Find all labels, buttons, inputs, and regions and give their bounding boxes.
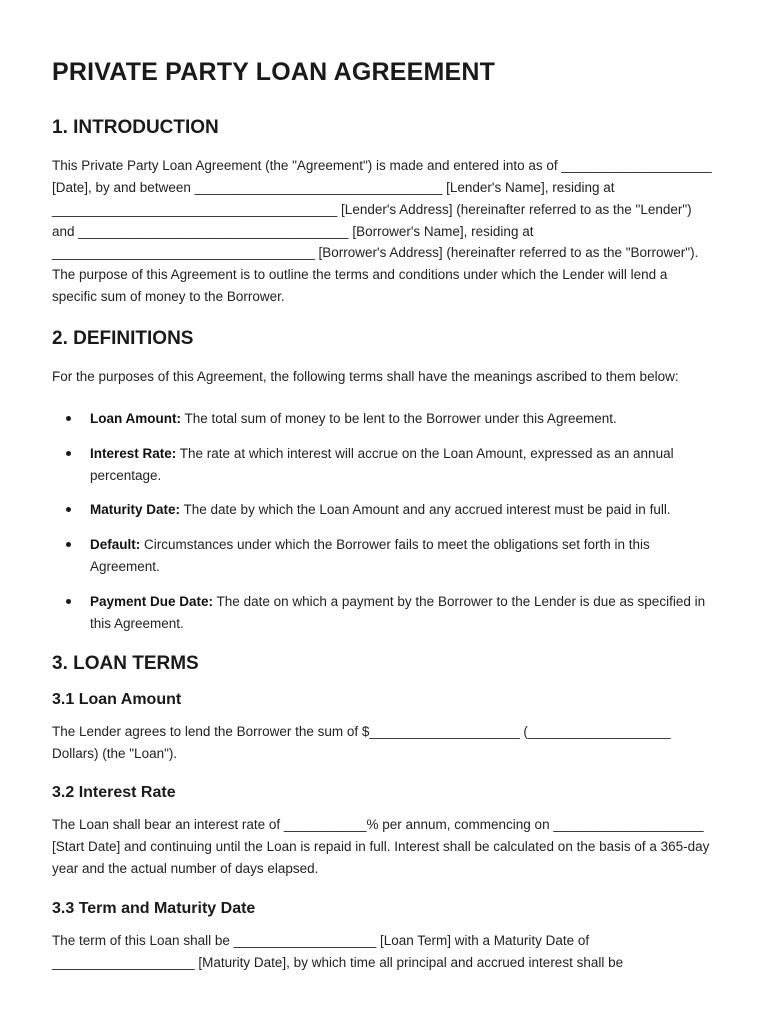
definition-term: Default: xyxy=(90,537,141,553)
subsection-loan-amount xyxy=(52,691,714,765)
list-item xyxy=(52,443,714,487)
section-loan-terms xyxy=(52,653,714,974)
definition-text: The rate at which interest will accrue on the Loan Amount, expressed as an annual percentage. xyxy=(90,445,674,483)
introduction-paragraph: This Private Party Loan Agreement (the "Agreement") is made and entered into as of ____________________ [Date], by and between _________________________________ [Lender's Name], residing at ______________________________________ [Lender's Address] (hereinafter referred to as the "Lender") and ____________________________________ [Borrower's Name], residing at ___________________________________ [Borrower's Address] (hereinafter referred to as the "Borrower"). The purpose of this Agreement is to outline the terms and conditions under which the Lender will lend a specific sum of money to the Borrower. xyxy=(52,158,712,305)
definition-term: Loan Amount: xyxy=(90,410,181,426)
definitions-intro: For the purposes of this Agreement, the following terms shall have the meanings ascribed to them below: xyxy=(52,369,679,385)
definition-text: Circumstances under which the Borrower fails to meet the obligations set forth in this Agreement. xyxy=(90,537,650,575)
section-introduction xyxy=(52,117,714,308)
document-title: PRIVATE PARTY LOAN AGREEMENT xyxy=(52,58,496,86)
interest-rate-paragraph: The Loan shall bear an interest rate of ___________% per annum, commencing on ____________________ [Start Date] and continuing until the Loan is repaid in full. Interest shall be calculated on the basis of a 365-day year and the actual number of days elapsed. xyxy=(52,817,710,877)
sub-heading-loan-amount: 3.1 Loan Amount xyxy=(52,690,182,708)
subsection-interest-rate xyxy=(52,784,714,880)
definition-text: The date on which a payment by the Borrower to the Lender is due as specified in this Agreement. xyxy=(90,594,706,631)
definition-text: The total sum of money to be lent to the Borrower under this Agreement. xyxy=(180,410,617,426)
definitions-list xyxy=(52,408,714,635)
section-heading-introduction: 1. INTRODUCTION xyxy=(52,117,219,138)
section-heading-definitions: 2. DEFINITIONS xyxy=(52,328,194,350)
list-item xyxy=(52,499,714,521)
sub-heading-term-maturity: 3.3 Term and Maturity Date xyxy=(52,900,256,918)
section-definitions xyxy=(52,328,714,635)
list-item xyxy=(52,534,714,578)
definition-term: Interest Rate: xyxy=(90,445,177,461)
definition-term: Payment Due Date: xyxy=(90,594,214,610)
sub-heading-interest-rate: 3.2 Interest Rate xyxy=(52,784,176,802)
definition-text: The date by which the Loan Amount and any accrued interest must be paid in full. xyxy=(180,502,671,518)
list-item xyxy=(52,591,714,635)
loan-amount-paragraph: The Lender agrees to lend the Borrower the sum of $____________________ (___________________ Dollars) (the "Loan"). xyxy=(52,723,671,761)
term-maturity-paragraph: The term of this Loan shall be ___________________ [Loan Term] with a Maturity Date of ___________________ [Maturity Date], by which time all principal and accrued interest shall be xyxy=(52,933,624,970)
definition-term: Maturity Date: xyxy=(90,502,181,518)
section-heading-loan-terms: 3. LOAN TERMS xyxy=(52,652,199,674)
list-item xyxy=(52,408,714,430)
subsection-term-maturity xyxy=(52,900,714,974)
